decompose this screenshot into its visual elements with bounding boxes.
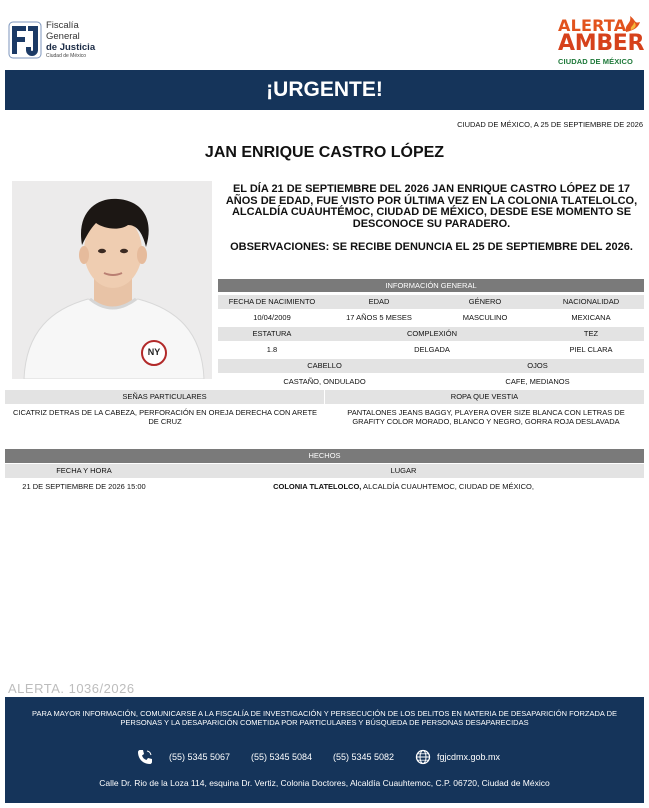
age-header: EDAD: [326, 295, 432, 309]
hair-value: CASTAÑO, ONDULADO: [283, 377, 366, 386]
hair-header: CABELLO: [218, 359, 431, 373]
birthdate-header: FECHA DE NACIMIENTO: [218, 295, 326, 309]
person-name: JAN ENRIQUE CASTRO LÓPEZ: [204, 144, 445, 161]
phone-3[interactable]: (55) 5345 5082: [333, 752, 395, 762]
height-header: ESTATURA: [218, 327, 326, 341]
fgj-logo-line4: Ciudad de México: [46, 53, 87, 59]
fgj-logo-line2: General: [46, 31, 80, 42]
narrative-text: EL DÍA 21 DE SEPTIEMBRE DEL 2026 JAN ENRIQUE CASTRO LÓPEZ DE 17 AÑOS DE EDAD, FUE VISTO POR ÚLTIMA VEZ EN LA COLONIA TLATELOLCO, ALCALDÍA CUAUHTÉMOC, CIUDAD DE MÉXICO, DESDE ESE MOMENTO SE DESCONOCE SU PARADERO.: [225, 183, 638, 230]
gender-value: MASCULINO: [462, 313, 508, 322]
general-info-band: INFORMACIÓN GENERAL: [218, 279, 644, 292]
clothing-header: ROPA QUE VESTIA: [325, 390, 644, 404]
footer-contacts: [5, 749, 644, 769]
footer-note: PARA MAYOR INFORMACIÓN, COMUNICARSE A LA FISCALÍA DE INVESTIGACIÓN Y PERSECUCIÓN DE LOS DELITOS EN MATERIA DE DESAPARICIÓN FORZADA DE PERSONAS Y LA DESAPARICIÓN COMETIDA POR PARTICULARES Y BÚSQUEDA DE PERSONAS DESAPARECIDAS: [32, 709, 617, 727]
footer: [5, 697, 644, 803]
footer-address: Calle Dr. Rio de la Loza 114, esquina Dr. Vertiz, Colonia Doctores, Alcaldía Cuauhtemoc, C.P. 06720, Ciudad de México: [99, 778, 550, 788]
skin-header: TEZ: [538, 327, 644, 341]
fgj-logo-line1: Fiscalía: [46, 20, 79, 31]
skin-value: PIEL CLARA: [569, 345, 613, 354]
build-value: DELGADA: [414, 345, 450, 354]
website-link[interactable]: fgjcdmx.gob.mx: [437, 752, 501, 762]
eyes-header: OJOS: [431, 359, 644, 373]
person-photo: [12, 181, 212, 379]
facts-place-value: [163, 482, 644, 491]
height-value: 1.8: [266, 345, 278, 354]
globe-icon: [415, 749, 431, 765]
amber-logo-line2: AMBER: [558, 31, 645, 56]
amber-logo-line3: CIUDAD DE MÉXICO: [558, 57, 633, 66]
phone-2[interactable]: (55) 5345 5084: [251, 752, 313, 762]
nationality-value: MEXICANA: [571, 313, 611, 322]
amber-logo-line1: ALERTA: [558, 16, 627, 35]
person-portrait-icon: [12, 181, 212, 379]
birthdate-value: 10/04/2009: [253, 313, 291, 322]
shirt-badge-text: NY: [147, 347, 161, 357]
fgj-logo: [8, 18, 108, 66]
marks-header: SEÑAS PARTICULARES: [5, 390, 324, 404]
urgent-banner: ¡URGENTE!: [5, 70, 644, 110]
date-line: CIUDAD DE MÉXICO, A 25 DE SEPTIEMBRE DE 2026: [457, 120, 643, 129]
facts-date-header: FECHA Y HORA: [5, 464, 163, 478]
build-header: COMPLEXIÓN: [326, 327, 538, 341]
eyes-value: CAFE, MEDIANOS: [505, 377, 570, 386]
age-value: 17 AÑOS 5 MESES: [346, 313, 412, 322]
facts-place-bold: COLONIA TLATELOLCO,: [273, 482, 362, 491]
fgj-logo-line3: de Justicia: [46, 42, 96, 53]
clothing-value: PANTALONES JEANS BAGGY, PLAYERA OVER SIZE BLANCA CON LETRAS DE GRAFITY COLOR MORADO, BLANCO Y NEGRO, GORRA ROJA DESLAVADA: [347, 408, 625, 426]
facts-place-rest: ALCALDÍA CUAUHTEMOC, CIUDAD DE MÉXICO,: [361, 482, 534, 491]
alerta-amber-logo: [552, 14, 646, 68]
nationality-header: NACIONALIDAD: [538, 295, 644, 309]
observations-text: OBSERVACIONES: SE RECIBE DENUNCIA EL 25 DE SEPTIEMBRE DEL 2026.: [230, 241, 633, 253]
facts-date-value: 21 DE SEPTIEMBRE DE 2026 15:00: [22, 482, 146, 491]
phone-icon: [137, 749, 153, 765]
facts-band: HECHOS: [5, 449, 644, 463]
phone-1[interactable]: (55) 5345 5067: [169, 752, 231, 762]
marks-value: CICATRIZ DETRAS DE LA CABEZA, PERFORACIÓN EN OREJA DERECHA CON ARETE DE CRUZ: [12, 408, 318, 426]
alert-number: ALERTA. 1036/2026: [8, 681, 135, 696]
gender-header: GÉNERO: [432, 295, 538, 309]
facts-place-header: LUGAR: [163, 464, 644, 478]
fgj-emblem-icon: [8, 20, 42, 60]
